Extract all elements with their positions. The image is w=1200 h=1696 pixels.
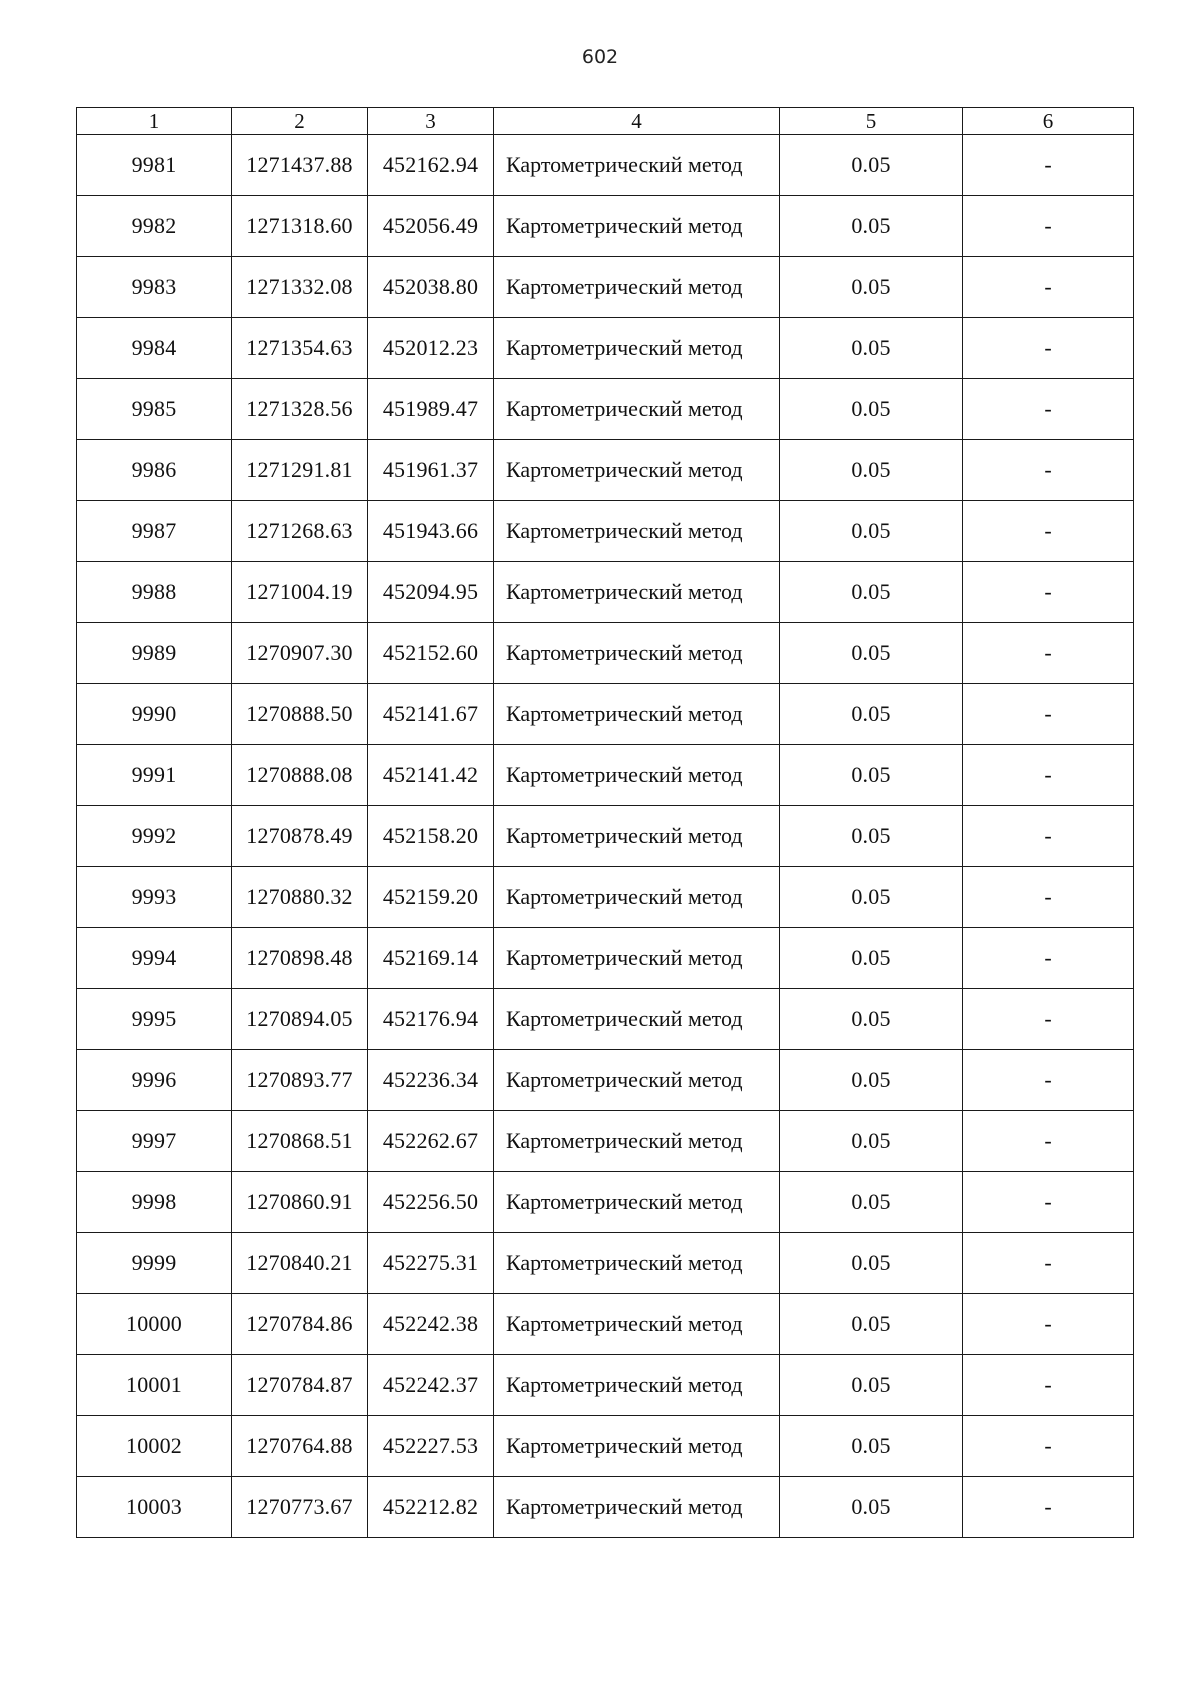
method-cell: Картометрический метод (494, 1477, 780, 1538)
point-number-cell: 9989 (77, 623, 232, 684)
accuracy-cell: 0.05 (780, 1355, 963, 1416)
method-cell: Картометрический метод (494, 1233, 780, 1294)
note-cell: - (963, 867, 1134, 928)
page-number: 602 (581, 46, 619, 68)
point-number-cell: 10002 (77, 1416, 232, 1477)
y-coordinate-cell: 452242.38 (368, 1294, 494, 1355)
note-cell: - (963, 1477, 1134, 1538)
method-cell: Картометрический метод (494, 318, 780, 379)
note-cell: - (963, 1416, 1134, 1477)
accuracy-cell: 0.05 (780, 1050, 963, 1111)
method-cell: Картометрический метод (494, 1355, 780, 1416)
table-row (77, 1477, 1134, 1538)
y-coordinate-cell: 452212.82 (368, 1477, 494, 1538)
table-row (77, 257, 1134, 318)
header-row (77, 108, 1134, 135)
y-coordinate-cell: 452141.67 (368, 684, 494, 745)
note-cell: - (963, 1050, 1134, 1111)
y-coordinate-cell: 452159.20 (368, 867, 494, 928)
note-cell: - (963, 928, 1134, 989)
x-coordinate-cell: 1271004.19 (232, 562, 368, 623)
x-coordinate-cell: 1270880.32 (232, 867, 368, 928)
accuracy-cell: 0.05 (780, 989, 963, 1050)
note-cell: - (963, 379, 1134, 440)
method-cell: Картометрический метод (494, 989, 780, 1050)
note-cell: - (963, 989, 1134, 1050)
accuracy-cell: 0.05 (780, 1294, 963, 1355)
y-coordinate-cell: 451943.66 (368, 501, 494, 562)
x-coordinate-cell: 1270773.67 (232, 1477, 368, 1538)
accuracy-cell: 0.05 (780, 440, 963, 501)
y-coordinate-cell: 452158.20 (368, 806, 494, 867)
x-coordinate-cell: 1270868.51 (232, 1111, 368, 1172)
table-row (77, 1111, 1134, 1172)
table-row (77, 1050, 1134, 1111)
x-coordinate-cell: 1270878.49 (232, 806, 368, 867)
point-number-cell: 9991 (77, 745, 232, 806)
point-number-cell: 10003 (77, 1477, 232, 1538)
column-header-3: 3 (368, 108, 494, 135)
accuracy-cell: 0.05 (780, 1111, 963, 1172)
y-coordinate-cell: 452242.37 (368, 1355, 494, 1416)
note-cell: - (963, 1355, 1134, 1416)
x-coordinate-cell: 1270784.86 (232, 1294, 368, 1355)
column-header-5: 5 (780, 108, 963, 135)
note-cell: - (963, 806, 1134, 867)
method-cell: Картометрический метод (494, 1416, 780, 1477)
point-number-cell: 9993 (77, 867, 232, 928)
accuracy-cell: 0.05 (780, 806, 963, 867)
table-row (77, 1172, 1134, 1233)
note-cell: - (963, 562, 1134, 623)
table-row (77, 684, 1134, 745)
x-coordinate-cell: 1270860.91 (232, 1172, 368, 1233)
note-cell: - (963, 623, 1134, 684)
accuracy-cell: 0.05 (780, 1416, 963, 1477)
column-header-1: 1 (77, 108, 232, 135)
note-cell: - (963, 1172, 1134, 1233)
y-coordinate-cell: 452262.67 (368, 1111, 494, 1172)
x-coordinate-cell: 1271291.81 (232, 440, 368, 501)
point-number-cell: 9999 (77, 1233, 232, 1294)
y-coordinate-cell: 452275.31 (368, 1233, 494, 1294)
table-body (77, 135, 1134, 1538)
accuracy-cell: 0.05 (780, 928, 963, 989)
x-coordinate-cell: 1271437.88 (232, 135, 368, 196)
point-number-cell: 9983 (77, 257, 232, 318)
y-coordinate-cell: 452176.94 (368, 989, 494, 1050)
point-number-cell: 10000 (77, 1294, 232, 1355)
accuracy-cell: 0.05 (780, 318, 963, 379)
method-cell: Картометрический метод (494, 745, 780, 806)
table-row (77, 196, 1134, 257)
table-row (77, 440, 1134, 501)
point-number-cell: 9997 (77, 1111, 232, 1172)
point-number-cell: 9984 (77, 318, 232, 379)
table-row (77, 562, 1134, 623)
point-number-cell: 9986 (77, 440, 232, 501)
note-cell: - (963, 745, 1134, 806)
accuracy-cell: 0.05 (780, 867, 963, 928)
method-cell: Картометрический метод (494, 806, 780, 867)
accuracy-cell: 0.05 (780, 623, 963, 684)
y-coordinate-cell: 452038.80 (368, 257, 494, 318)
accuracy-cell: 0.05 (780, 257, 963, 318)
x-coordinate-cell: 1270893.77 (232, 1050, 368, 1111)
note-cell: - (963, 1111, 1134, 1172)
method-cell: Картометрический метод (494, 135, 780, 196)
note-cell: - (963, 1294, 1134, 1355)
column-header-2: 2 (232, 108, 368, 135)
accuracy-cell: 0.05 (780, 196, 963, 257)
x-coordinate-cell: 1271354.63 (232, 318, 368, 379)
table-row (77, 623, 1134, 684)
x-coordinate-cell: 1270840.21 (232, 1233, 368, 1294)
x-coordinate-cell: 1270888.08 (232, 745, 368, 806)
method-cell: Картометрический метод (494, 379, 780, 440)
table-row (77, 1294, 1134, 1355)
note-cell: - (963, 257, 1134, 318)
method-cell: Картометрический метод (494, 1111, 780, 1172)
table-row (77, 745, 1134, 806)
method-cell: Картометрический метод (494, 1172, 780, 1233)
method-cell: Картометрический метод (494, 196, 780, 257)
column-header-6: 6 (963, 108, 1134, 135)
coordinates-table (76, 107, 1134, 1538)
note-cell: - (963, 196, 1134, 257)
table-row (77, 318, 1134, 379)
table-row (77, 379, 1134, 440)
x-coordinate-cell: 1270888.50 (232, 684, 368, 745)
accuracy-cell: 0.05 (780, 135, 963, 196)
point-number-cell: 9992 (77, 806, 232, 867)
x-coordinate-cell: 1270907.30 (232, 623, 368, 684)
table-row (77, 867, 1134, 928)
point-number-cell: 9998 (77, 1172, 232, 1233)
y-coordinate-cell: 451989.47 (368, 379, 494, 440)
table-row (77, 1416, 1134, 1477)
x-coordinate-cell: 1271318.60 (232, 196, 368, 257)
point-number-cell: 9995 (77, 989, 232, 1050)
y-coordinate-cell: 451961.37 (368, 440, 494, 501)
point-number-cell: 9981 (77, 135, 232, 196)
point-number-cell: 9990 (77, 684, 232, 745)
method-cell: Картометрический метод (494, 928, 780, 989)
note-cell: - (963, 501, 1134, 562)
accuracy-cell: 0.05 (780, 1477, 963, 1538)
method-cell: Картометрический метод (494, 867, 780, 928)
y-coordinate-cell: 452094.95 (368, 562, 494, 623)
table-row (77, 135, 1134, 196)
method-cell: Картометрический метод (494, 1050, 780, 1111)
point-number-cell: 9988 (77, 562, 232, 623)
y-coordinate-cell: 452012.23 (368, 318, 494, 379)
accuracy-cell: 0.05 (780, 1233, 963, 1294)
point-number-cell: 9982 (77, 196, 232, 257)
point-number-cell: 9996 (77, 1050, 232, 1111)
note-cell: - (963, 1233, 1134, 1294)
x-coordinate-cell: 1271268.63 (232, 501, 368, 562)
accuracy-cell: 0.05 (780, 501, 963, 562)
y-coordinate-cell: 452256.50 (368, 1172, 494, 1233)
note-cell: - (963, 440, 1134, 501)
table-row (77, 1355, 1134, 1416)
y-coordinate-cell: 452152.60 (368, 623, 494, 684)
y-coordinate-cell: 452141.42 (368, 745, 494, 806)
table-row (77, 501, 1134, 562)
method-cell: Картометрический метод (494, 257, 780, 318)
accuracy-cell: 0.05 (780, 562, 963, 623)
y-coordinate-cell: 452236.34 (368, 1050, 494, 1111)
column-header-4: 4 (494, 108, 780, 135)
y-coordinate-cell: 452227.53 (368, 1416, 494, 1477)
point-number-cell: 9994 (77, 928, 232, 989)
x-coordinate-cell: 1270894.05 (232, 989, 368, 1050)
note-cell: - (963, 684, 1134, 745)
x-coordinate-cell: 1270784.87 (232, 1355, 368, 1416)
y-coordinate-cell: 452162.94 (368, 135, 494, 196)
accuracy-cell: 0.05 (780, 379, 963, 440)
note-cell: - (963, 318, 1134, 379)
accuracy-cell: 0.05 (780, 1172, 963, 1233)
table-row (77, 806, 1134, 867)
x-coordinate-cell: 1270764.88 (232, 1416, 368, 1477)
x-coordinate-cell: 1270898.48 (232, 928, 368, 989)
method-cell: Картометрический метод (494, 501, 780, 562)
point-number-cell: 10001 (77, 1355, 232, 1416)
method-cell: Картометрический метод (494, 623, 780, 684)
table-row (77, 928, 1134, 989)
accuracy-cell: 0.05 (780, 745, 963, 806)
x-coordinate-cell: 1271328.56 (232, 379, 368, 440)
y-coordinate-cell: 452056.49 (368, 196, 494, 257)
method-cell: Картометрический метод (494, 562, 780, 623)
point-number-cell: 9985 (77, 379, 232, 440)
method-cell: Картометрический метод (494, 440, 780, 501)
y-coordinate-cell: 452169.14 (368, 928, 494, 989)
method-cell: Картометрический метод (494, 684, 780, 745)
point-number-cell: 9987 (77, 501, 232, 562)
note-cell: - (963, 135, 1134, 196)
accuracy-cell: 0.05 (780, 684, 963, 745)
table-header (77, 108, 1134, 135)
x-coordinate-cell: 1271332.08 (232, 257, 368, 318)
method-cell: Картометрический метод (494, 1294, 780, 1355)
table-row (77, 1233, 1134, 1294)
table-row (77, 989, 1134, 1050)
